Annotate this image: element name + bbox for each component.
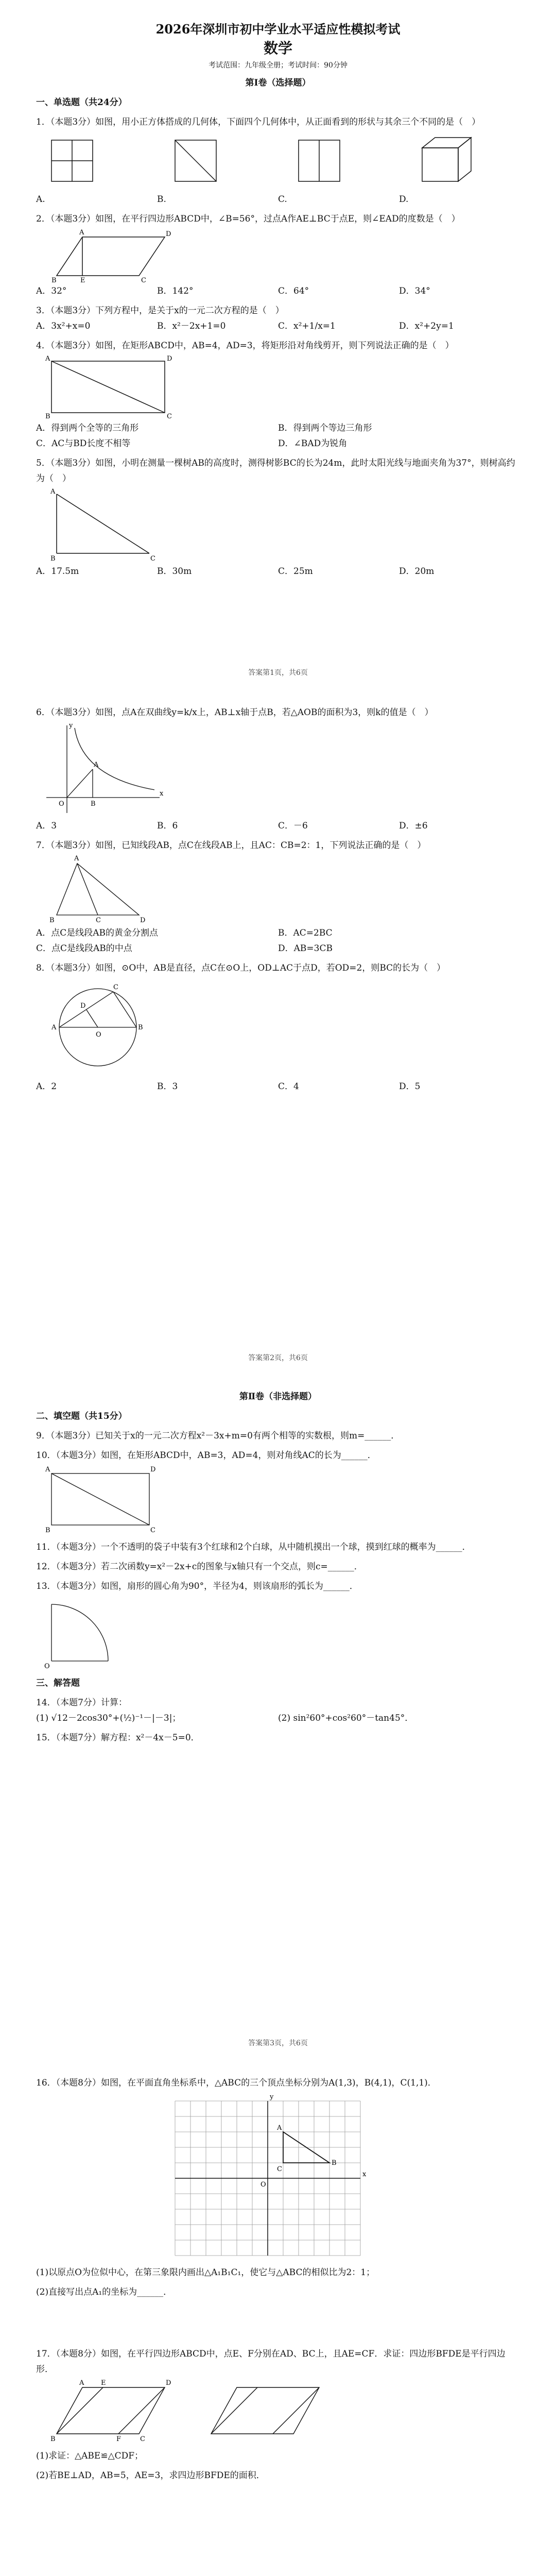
q14-part-1: (1) √12－2cos30°+(½)⁻¹－|－3|；	[36, 1713, 181, 1723]
q2-option-b[interactable]: B．142°	[157, 286, 194, 296]
q17-label-a: A	[79, 2379, 84, 2387]
q5-figure	[36, 486, 170, 564]
q4-option-b[interactable]: B．得到两个等边三角形	[278, 423, 372, 433]
exam-title: 2026年深圳市初中学业水平适应性模拟考试	[155, 22, 401, 37]
q5-options	[36, 564, 520, 579]
question-12: 12．（本题3分）若二次函数y=x²－2x+c的图象与x轴只有一个交点，则c=______．	[36, 1562, 363, 1572]
q4-option-a[interactable]: A．得到两个全等的三角形	[36, 423, 139, 433]
page-1-footer: 答案第1页，共6页	[248, 669, 308, 677]
question-1: 1．（本题3分）如图，用小正方体搭成的几何体，下面四个几何体中，从正面看到的形状与其余三个不同的是（ ）	[36, 117, 481, 127]
exam-info: 考试范围：九年级全册；考试时间：90分钟	[208, 61, 348, 70]
q6-label-o: O	[59, 800, 64, 808]
q17-label-e: E	[101, 2379, 106, 2387]
q17-label-d: D	[166, 2379, 171, 2387]
q13-label-o: O	[44, 1663, 50, 1670]
q2-label-c: C	[141, 277, 146, 283]
q10-figure	[36, 1463, 170, 1535]
page-2-footer: 答案第2页，共6页	[248, 1354, 308, 1362]
q4-label-d: D	[167, 355, 172, 363]
q1-figure-a	[51, 140, 93, 181]
q14-parts	[36, 1710, 520, 1726]
q17-label-f: F	[116, 2435, 121, 2443]
q8-option-b[interactable]: B．3	[157, 1081, 178, 1092]
question-2: 2．（本题3分）如图，在平行四边形ABCD中，∠B=56°，过点A作AE⊥BC于点E，则∠EAD的度数是（ ）	[36, 214, 460, 224]
section-1-heading: 一、单选题（共24分）	[36, 97, 127, 108]
question-6: 6．（本题3分）如图，点A在双曲线y=k/x上，AB⊥x轴于点B，若△AOB的面积为3，则k的值是（ ）	[36, 707, 433, 718]
q6-figure	[36, 720, 170, 818]
page-1-content	[36, 21, 520, 579]
q10-label-c: C	[150, 1527, 155, 1534]
q7-label-b: B	[49, 917, 55, 924]
q17-label-c: C	[140, 2435, 145, 2443]
q6-label-x: x	[160, 790, 164, 798]
q14-part-2: (2) sin²60°+cos²60°－tan45°．	[278, 1713, 414, 1723]
q2-options	[36, 283, 520, 299]
q8-label-o: O	[96, 1031, 101, 1039]
q6-label-y: y	[69, 722, 73, 730]
page-3-content	[36, 1386, 520, 1745]
question-9: 9．（本题3分）已知关于x的一元二次方程x²－3x+m=0有两个相等的实数根，则m=______．	[36, 1431, 400, 1441]
q1-figure-c	[299, 140, 340, 181]
q3-option-a[interactable]: A．3x²+x=0	[36, 321, 91, 331]
q7-option-a[interactable]: A．点C是线段AB的黄金分割点	[36, 928, 159, 938]
question-5: 5．（本题3分）如图，小明在测量一棵树AB的高度时，测得树影BC的长为24m，此时太阳光线与地面夹角为37°，则树高约为（ ）	[36, 458, 515, 484]
q7-label-c: C	[96, 917, 101, 924]
q16-label-b: B	[332, 2159, 337, 2167]
section-3-heading: 三、解答题	[36, 1678, 80, 1688]
question-10: 10．（本题3分）如图，在矩形ABCD中，AB=3，AD=4，则对角线AC的长为______．	[36, 1450, 376, 1461]
q6-option-c[interactable]: C．－6	[278, 821, 308, 831]
q7-option-c[interactable]: C．点C是线段AB的中点	[36, 943, 132, 954]
q8-label-b: B	[138, 1024, 143, 1031]
question-16: 16．（本题8分）如图，在平面直角坐标系中，△ABC的三个顶点坐标分别为A(1,3)，B(4,1)，C(1,1)．	[36, 2078, 437, 2088]
q8-option-d[interactable]: D．5	[399, 1081, 421, 1092]
q16-axes	[175, 2101, 360, 2256]
question-14: 14．（本题7分）计算：	[36, 1698, 127, 1708]
q7-option-b[interactable]: B．AC=2BC	[278, 928, 333, 938]
q16-label-o: O	[260, 2181, 266, 2189]
question-15: 15．（本题7分）解方程：x²－4x－5=0．	[36, 1733, 200, 1743]
page-1	[0, 0, 556, 685]
section-2-heading: 二、填空题（共15分）	[36, 1411, 127, 1421]
q2-figure	[36, 227, 190, 283]
q4-option-d[interactable]: D．∠BAD为锐角	[278, 438, 348, 449]
q8-label-a: A	[51, 1024, 57, 1031]
question-7: 7．（本题3分）如图，已知线段AB，点C在线段AB上，且AC：CB=2：1，下列说法正确的是（ ）	[36, 840, 426, 851]
q4-label-b: B	[45, 413, 50, 420]
q7-figure	[36, 853, 190, 925]
q2-option-a[interactable]: A．32°	[36, 286, 67, 296]
page-3-footer: 答案第3页，共6页	[248, 2039, 308, 2047]
q2-label-e: E	[80, 277, 85, 283]
q4-figure	[36, 353, 190, 420]
q1-figure-d	[422, 138, 471, 181]
question-11: 11．（本题3分）一个不透明的袋子中装有3个红球和2个白球，从中随机摸出一个球，摸到红球的概率为______．	[36, 1542, 471, 1552]
q5-option-a[interactable]: A．17.5m	[36, 566, 79, 577]
q7-label-a: A	[74, 855, 79, 862]
q1-figures	[36, 130, 520, 192]
q5-label-a: A	[50, 488, 56, 496]
q4-options	[36, 420, 520, 451]
question-13: 13．（本题3分）如图，扇形的圆心角为90°，半径为4，则该扇形的弧长为______．	[36, 1581, 358, 1591]
q6-label-a: A	[94, 761, 99, 769]
page-4-content	[36, 2071, 520, 2483]
q5-label-b: B	[50, 555, 56, 563]
q5-option-d[interactable]: D．20m	[399, 566, 435, 577]
page-4	[0, 2056, 556, 2576]
q16-part-2: (2)直接写出点A₁的坐标为______．	[36, 2287, 172, 2297]
q3-option-c[interactable]: C．x²+1/x=1	[278, 321, 336, 331]
q7-label-d: D	[140, 917, 146, 924]
q4-option-c[interactable]: C．AC与BD长度不相等	[36, 438, 131, 449]
q2-label-b: B	[51, 277, 57, 283]
q5-option-b[interactable]: B．30m	[157, 566, 192, 577]
q6-options	[36, 818, 520, 834]
page-3	[0, 1370, 556, 2056]
question-3: 3．（本题3分）下列方程中，是关于x的一元二次方程的是（ ）	[36, 306, 284, 316]
q16-label-x: x	[362, 2171, 367, 2178]
q1-option-a[interactable]: A.	[36, 194, 45, 205]
q17-label-b: B	[50, 2435, 56, 2443]
q4-label-a: A	[45, 355, 50, 363]
exam-subject: 数学	[263, 40, 292, 57]
q16-part-1: (1)以原点O为位似中心，在第三象限内画出△A₁B₁C₁，使它与△ABC的相似比为2：1；	[36, 2267, 375, 2278]
q17-part-1: (1)求证：△ABE≌△CDF；	[36, 2451, 144, 2461]
q2-option-d[interactable]: D．34°	[399, 286, 430, 296]
q3-options	[36, 318, 520, 334]
q10-label-b: B	[45, 1527, 50, 1534]
q17-figure	[36, 2377, 345, 2444]
q16-label-y: y	[270, 2093, 274, 2101]
q5-option-c[interactable]: C．25m	[278, 566, 313, 577]
page-2-content	[36, 701, 520, 1094]
q2-option-c[interactable]: C．64°	[278, 286, 309, 296]
q3-option-b[interactable]: B．x²－2x+1=0	[157, 321, 226, 331]
q10-label-d: D	[150, 1466, 156, 1473]
q5-label-c: C	[150, 555, 155, 563]
q16-label-c: C	[277, 2165, 282, 2173]
q16-label-a: A	[277, 2124, 282, 2132]
q8-option-c[interactable]: C．4	[278, 1081, 299, 1092]
q1-figure-b	[175, 140, 216, 181]
question-17: 17．（本题8分）如图，在平行四边形ABCD中，点E、F分别在AD、BC上，且AE=CF．求证：四边形BFDE是平行四边形．	[36, 2349, 506, 2375]
q3-option-d[interactable]: D．x²+2y=1	[399, 321, 454, 331]
question-8: 8．（本题3分）如图，⊙O中，AB是直径，点C在⊙O上，OD⊥AC于点D，若OD=2，则BC的长为（ ）	[36, 963, 446, 973]
q7-options	[36, 925, 520, 956]
q8-option-a[interactable]: A．2	[36, 1081, 57, 1092]
q16-grid-figure	[165, 2091, 371, 2261]
part-1-heading: 第Ⅰ卷（选择题）	[245, 78, 311, 88]
q6-option-a[interactable]: A．3	[36, 821, 57, 831]
q10-label-a: A	[45, 1466, 50, 1473]
q8-figure	[36, 976, 160, 1079]
q1-option-c[interactable]: C.	[278, 194, 287, 205]
q1-option-b[interactable]: B.	[157, 194, 166, 205]
q17-part-2: (2)若BE⊥AD，AB=5，AE=3，求四边形BFDE的面积．	[36, 2470, 265, 2481]
q1-options	[36, 192, 520, 207]
q8-label-c: C	[113, 984, 118, 991]
q4-label-c: C	[167, 413, 172, 420]
q13-figure	[36, 1594, 139, 1671]
q1-option-d[interactable]: D.	[399, 194, 409, 205]
q2-label-a: A	[79, 229, 84, 236]
q6-option-b[interactable]: B．6	[157, 821, 178, 831]
q6-label-b: B	[91, 800, 96, 808]
q8-label-d: D	[80, 1002, 86, 1010]
part-2-heading: 第Ⅱ卷（非选择题）	[239, 1392, 317, 1402]
q8-options	[36, 1079, 520, 1094]
q2-label-d: D	[166, 230, 171, 238]
question-4: 4．（本题3分）如图，在矩形ABCD中，AB=4，AD=3，将矩形沿对角线剪开，则下列说法正确的是（ ）	[36, 341, 454, 351]
page-2	[0, 685, 556, 1370]
q6-option-d[interactable]: D．±6	[399, 821, 428, 831]
q7-option-d[interactable]: D．AB=3CB	[278, 943, 333, 954]
